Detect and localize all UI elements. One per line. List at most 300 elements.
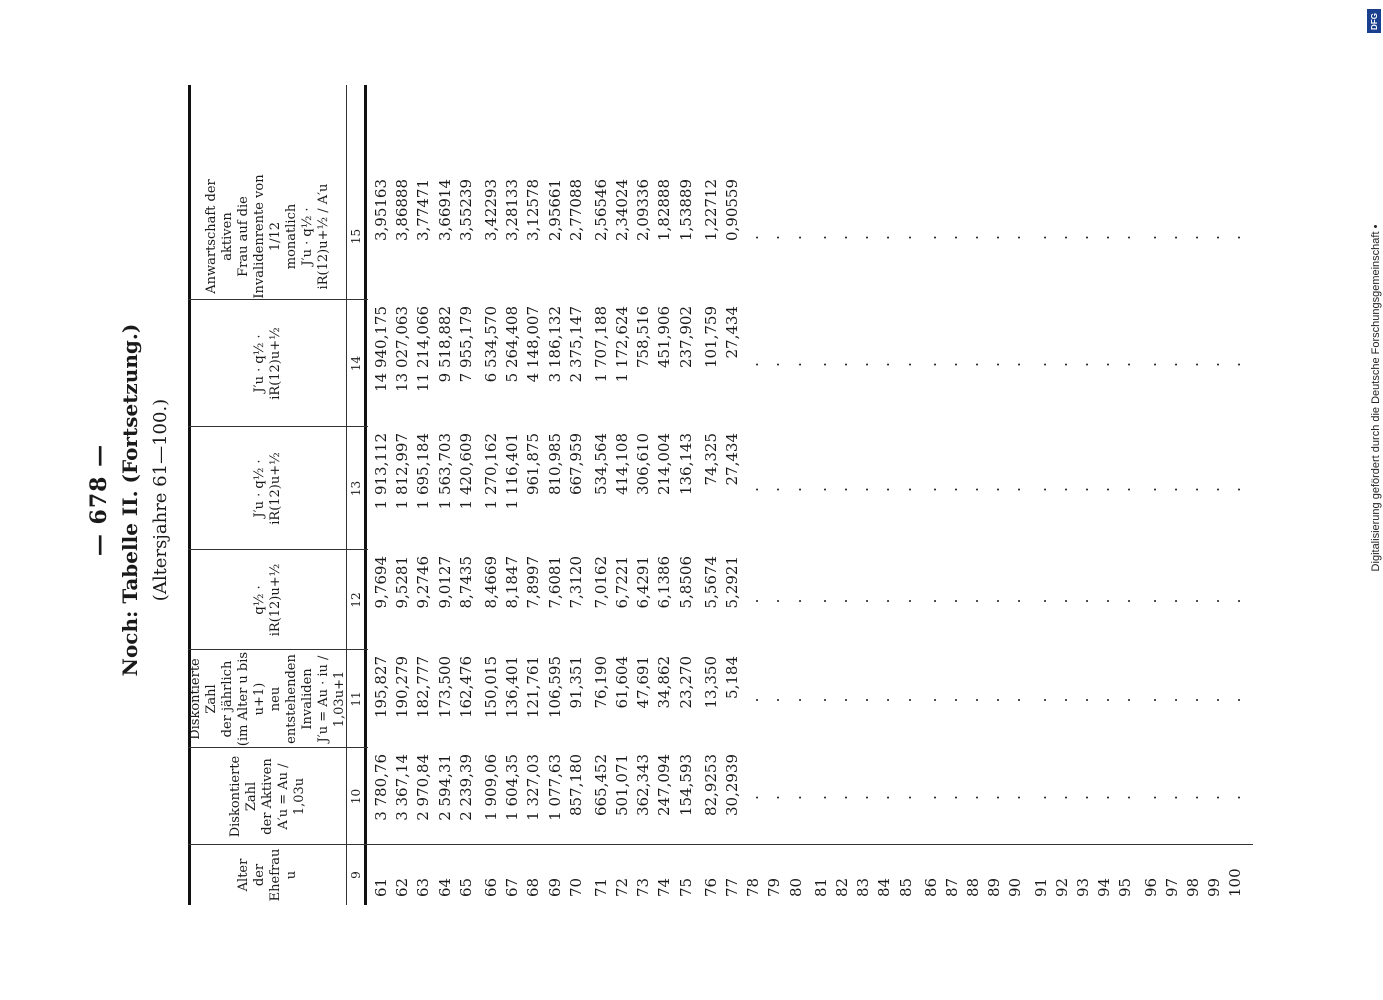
age-cell: 90: [1006, 877, 1025, 897]
empty-cell-dot: .: [744, 233, 763, 240]
value-cell: 121,761: [524, 656, 543, 719]
value-cell: 74,325: [701, 433, 720, 486]
empty-cell-dot: .: [1162, 793, 1181, 800]
empty-cell-dot: .: [985, 793, 1004, 800]
column-header-line: J′u · q½ · iR(12)u+½ / A′u: [300, 183, 331, 290]
table-top-rule: [188, 85, 191, 905]
empty-cell-dot: .: [1095, 793, 1114, 800]
age-cell: 86: [921, 877, 940, 897]
age-cell: 84: [875, 877, 894, 897]
empty-cell-dot: .: [1205, 695, 1224, 703]
empty-cell-dot: .: [1116, 360, 1135, 367]
column-separator: [188, 649, 368, 650]
value-cell: 136,401: [503, 656, 522, 719]
empty-cell-dot: .: [744, 596, 763, 604]
value-cell: 27,434: [723, 306, 741, 359]
column-header-line: der Aktiven: [260, 758, 275, 835]
empty-cell-dot: .: [1162, 360, 1181, 367]
value-cell: 2,09336: [634, 179, 653, 242]
empty-cell-dot: .: [1183, 695, 1202, 703]
value-cell: 2,77088: [566, 179, 585, 242]
value-cell: 7,0162: [591, 556, 610, 609]
empty-cell-dot: .: [1095, 360, 1114, 367]
empty-cell-dot: .: [964, 695, 983, 703]
empty-cell-dot: .: [1162, 233, 1181, 240]
age-cell: 65: [456, 877, 475, 897]
column-header: [192, 550, 344, 650]
column-header-line: (im Alter u bis u+1): [236, 651, 267, 747]
empty-cell-dot: .: [964, 793, 983, 800]
empty-cell-dot: .: [1226, 793, 1245, 800]
empty-cell-dot: .: [1095, 233, 1114, 240]
value-cell: 247,094: [655, 754, 674, 817]
value-cell: 501,071: [613, 754, 632, 817]
value-cell: 4 148,007: [524, 306, 543, 383]
value-cell: 5,184: [723, 656, 741, 699]
column-header-line: Frau auf die: [236, 196, 251, 277]
empty-cell-dot: .: [1095, 596, 1114, 604]
column-header-line: Anwartschaft der aktiven: [204, 179, 235, 294]
empty-cell-dot: .: [1074, 360, 1092, 367]
header-bottom-rule: [364, 85, 367, 905]
column-header-line: J′u = Au · iu / 1,03u+1: [316, 655, 347, 743]
empty-cell-dot: .: [744, 695, 763, 703]
age-cell: 69: [545, 877, 564, 897]
value-cell: 857,180: [566, 754, 585, 817]
empty-cell-dot: .: [896, 233, 915, 240]
empty-cell-dot: .: [1162, 695, 1181, 703]
empty-cell-dot: .: [1031, 695, 1050, 703]
value-cell: 34,862: [655, 656, 674, 709]
empty-cell-dot: .: [1006, 596, 1025, 604]
empty-cell-dot: .: [1205, 233, 1224, 240]
empty-cell-dot: .: [832, 596, 851, 604]
empty-cell-dot: .: [896, 695, 915, 703]
value-cell: 5,5674: [701, 556, 720, 609]
value-cell: 2,56546: [591, 179, 610, 242]
empty-cell-dot: .: [942, 596, 961, 604]
empty-cell-dot: .: [1116, 695, 1135, 703]
empty-cell-dot: .: [811, 485, 830, 492]
value-cell: 182,777: [414, 656, 433, 719]
value-cell: 1 116,401: [503, 433, 522, 510]
empty-cell-dot: .: [1031, 596, 1050, 604]
value-cell: 91,351: [566, 656, 585, 709]
age-cell: 68: [524, 877, 543, 897]
age-cell: 76: [701, 877, 720, 897]
digitization-note: Digitalisierung gefördert durch die Deutsche Forschungsgemeinschaft •: [1370, 224, 1382, 572]
column-header-line: der: [252, 863, 267, 887]
empty-cell-dot: .: [765, 233, 784, 240]
value-cell: 3,86888: [393, 179, 412, 242]
value-cell: 414,108: [613, 433, 632, 496]
value-cell: 665,452: [591, 754, 610, 817]
empty-cell-dot: .: [765, 695, 784, 703]
value-cell: 451,906: [655, 306, 674, 369]
age-cell: 96: [1141, 877, 1160, 897]
column-header-line: u: [284, 870, 299, 880]
empty-cell-dot: .: [896, 485, 915, 492]
value-cell: 30,2939: [723, 754, 741, 817]
value-cell: 27,434: [723, 433, 741, 486]
value-cell: 7,6081: [545, 556, 564, 609]
column-header: [192, 427, 344, 550]
empty-cell-dot: .: [1162, 485, 1181, 492]
age-cell: 83: [854, 877, 873, 897]
value-cell: 8,1847: [503, 556, 522, 609]
column-header: [192, 300, 344, 427]
age-cell: 85: [896, 877, 915, 897]
column-number: 10: [349, 788, 363, 805]
value-cell: 0,90559: [723, 179, 741, 242]
empty-cell-dot: .: [896, 360, 915, 367]
age-cell: 73: [634, 877, 653, 897]
column-body: [371, 550, 1247, 650]
empty-cell-dot: .: [1141, 233, 1160, 240]
value-cell: 3,12578: [524, 179, 543, 242]
value-cell: 306,610: [634, 433, 653, 496]
empty-cell-dot: .: [1052, 596, 1071, 604]
empty-cell-dot: .: [1116, 485, 1135, 492]
empty-cell-dot: .: [765, 360, 784, 367]
empty-cell-dot: .: [1116, 793, 1135, 800]
empty-cell-dot: .: [1074, 695, 1092, 703]
value-cell: 2 970,84: [414, 754, 433, 821]
value-cell: 9,7694: [372, 556, 390, 609]
empty-cell-dot: .: [1006, 695, 1025, 703]
column-number: 14: [349, 355, 363, 372]
value-cell: 2 375,147: [566, 306, 585, 383]
column-number: 9: [349, 871, 363, 879]
value-cell: 11 214,066: [414, 306, 433, 392]
value-cell: 3 780,76: [372, 754, 390, 821]
age-cell: 72: [613, 877, 632, 897]
value-cell: 2,95661: [545, 179, 564, 242]
empty-cell-dot: .: [921, 485, 940, 492]
value-cell: 3,77471: [414, 179, 433, 242]
empty-cell-dot: .: [744, 793, 763, 800]
age-cell: 99: [1205, 877, 1224, 897]
column-separator: [188, 549, 368, 550]
column-header-line: Alter: [236, 858, 251, 892]
age-cell: 75: [676, 877, 695, 897]
value-cell: 8,4669: [481, 556, 500, 609]
empty-cell-dot: .: [786, 233, 805, 240]
header-rule: [346, 85, 347, 905]
empty-cell-dot: .: [1052, 695, 1071, 703]
empty-cell-dot: .: [1183, 596, 1202, 604]
empty-cell-dot: .: [1074, 485, 1092, 492]
empty-cell-dot: .: [1183, 793, 1202, 800]
value-cell: 9,0127: [435, 556, 454, 609]
empty-cell-dot: .: [1031, 233, 1050, 240]
empty-cell-dot: .: [942, 793, 961, 800]
value-cell: 6 534,570: [481, 306, 500, 383]
column-body: [371, 748, 1247, 845]
empty-cell-dot: .: [1116, 596, 1135, 604]
empty-cell-dot: .: [832, 360, 851, 367]
empty-cell-dot: .: [964, 596, 983, 604]
age-cell: 74: [655, 877, 674, 897]
empty-cell-dot: .: [1162, 596, 1181, 604]
table-subtitle: (Altersjahre 61—100.): [150, 398, 171, 602]
age-cell: 66: [481, 877, 500, 897]
column-number: 15: [349, 228, 363, 245]
value-cell: 9 518,882: [435, 306, 454, 383]
empty-cell-dot: .: [1031, 485, 1050, 492]
empty-cell-dot: .: [896, 793, 915, 800]
column-separator: [188, 844, 1253, 845]
column-header-line: Invaliden: [300, 668, 315, 730]
value-cell: 154,593: [676, 754, 695, 817]
empty-cell-dot: .: [985, 360, 1004, 367]
column-header-line: J′u · q½ · iR(12)u+½: [252, 452, 283, 525]
column-header-line: Ehefrau: [268, 848, 283, 902]
age-cell: 87: [942, 877, 961, 897]
value-cell: 667,959: [566, 433, 585, 496]
value-cell: 2 239,39: [456, 754, 475, 821]
column-separator: [188, 747, 368, 748]
column-body: [371, 300, 1247, 427]
value-cell: 3,95163: [372, 179, 390, 242]
value-cell: 5,2921: [723, 556, 741, 609]
empty-cell-dot: .: [921, 695, 940, 703]
value-cell: 1 077,63: [545, 754, 564, 821]
page-number: — 678 —: [86, 443, 112, 557]
empty-cell-dot: .: [875, 233, 894, 240]
age-cell: 67: [503, 877, 522, 897]
value-cell: 106,595: [545, 656, 564, 719]
value-cell: 5,8506: [676, 556, 695, 609]
empty-cell-dot: .: [765, 793, 784, 800]
value-cell: 2 594,31: [435, 754, 454, 821]
empty-cell-dot: .: [1226, 360, 1245, 367]
empty-cell-dot: .: [811, 793, 830, 800]
empty-cell-dot: .: [896, 596, 915, 604]
age-cell: 95: [1116, 877, 1135, 897]
empty-cell-dot: .: [786, 793, 805, 800]
age-cell: 64: [435, 877, 454, 897]
column-header-line: Diskontierte: [228, 755, 243, 838]
column-body: [371, 845, 1247, 905]
empty-cell-dot: .: [942, 695, 961, 703]
value-cell: 13 027,063: [393, 306, 412, 392]
empty-cell-dot: .: [1226, 233, 1245, 240]
value-cell: 136,143: [676, 433, 695, 496]
empty-cell-dot: .: [1052, 360, 1071, 367]
value-cell: 214,004: [655, 433, 674, 496]
empty-cell-dot: .: [832, 793, 851, 800]
empty-cell-dot: .: [1031, 360, 1050, 367]
column-header-line: Diskontierte Zahl: [188, 658, 219, 740]
age-cell: 61: [372, 877, 390, 897]
empty-cell-dot: .: [1205, 596, 1224, 604]
age-cell: 82: [832, 877, 851, 897]
value-cell: 1 604,35: [503, 754, 522, 821]
column-header-line: der jährlich: [220, 660, 235, 738]
empty-cell-dot: .: [985, 596, 1004, 604]
table-title: Noch: Tabelle II. (Fortsetzung.): [118, 323, 142, 677]
empty-cell-dot: .: [811, 360, 830, 367]
empty-cell-dot: .: [1031, 793, 1050, 800]
empty-cell-dot: .: [786, 596, 805, 604]
value-cell: 961,875: [524, 433, 543, 496]
column-header: [188, 650, 347, 748]
empty-cell-dot: .: [985, 233, 1004, 240]
value-cell: 810,985: [545, 433, 564, 496]
empty-cell-dot: .: [854, 485, 873, 492]
value-cell: 9,5281: [393, 556, 412, 609]
age-cell: 78: [744, 877, 763, 897]
age-cell: 62: [393, 877, 412, 897]
value-cell: 195,827: [372, 656, 390, 719]
empty-cell-dot: .: [854, 233, 873, 240]
empty-cell-dot: .: [1205, 360, 1224, 367]
empty-cell-dot: .: [854, 793, 873, 800]
empty-cell-dot: .: [1141, 596, 1160, 604]
value-cell: 1 707,188: [591, 306, 610, 383]
empty-cell-dot: .: [1116, 233, 1135, 240]
value-cell: 3,66914: [435, 179, 454, 242]
empty-cell-dot: .: [1141, 695, 1160, 703]
age-cell: 89: [985, 877, 1004, 897]
age-cell: 63: [414, 877, 433, 897]
empty-cell-dot: .: [1074, 596, 1092, 604]
value-cell: 1 420,609: [456, 433, 475, 510]
column-body: [371, 650, 1247, 748]
value-cell: 7,8997: [524, 556, 543, 609]
dfg-logo: DFG: [1367, 9, 1381, 33]
column-header: [192, 845, 344, 905]
empty-cell-dot: .: [765, 596, 784, 604]
age-cell: 77: [723, 877, 741, 897]
empty-cell-dot: .: [1141, 360, 1160, 367]
empty-cell-dot: .: [942, 485, 961, 492]
empty-cell-dot: .: [811, 233, 830, 240]
age-cell: 93: [1074, 877, 1092, 897]
age-cell: 100: [1226, 868, 1245, 897]
empty-cell-dot: .: [1205, 793, 1224, 800]
value-cell: 173,500: [435, 656, 454, 719]
value-cell: 23,270: [676, 656, 695, 709]
empty-cell-dot: .: [1141, 793, 1160, 800]
empty-cell-dot: .: [942, 233, 961, 240]
age-cell: 80: [786, 877, 805, 897]
empty-cell-dot: .: [875, 596, 894, 604]
age-cell: 70: [566, 877, 585, 897]
empty-cell-dot: .: [1006, 485, 1025, 492]
value-cell: 3,28133: [503, 179, 522, 242]
age-cell: 94: [1095, 877, 1114, 897]
column-header-line: q½ · iR(12)u+½: [252, 563, 283, 637]
empty-cell-dot: .: [985, 485, 1004, 492]
age-cell: 79: [765, 877, 784, 897]
empty-cell-dot: .: [964, 233, 983, 240]
empty-cell-dot: .: [832, 485, 851, 492]
empty-cell-dot: .: [964, 485, 983, 492]
empty-cell-dot: .: [964, 360, 983, 367]
value-cell: 3 367,14: [393, 754, 412, 821]
age-cell: 97: [1162, 877, 1181, 897]
empty-cell-dot: .: [832, 233, 851, 240]
column-header-line: J′u · q½ · iR(12)u+½: [252, 327, 283, 400]
value-cell: 1 172,624: [613, 306, 632, 383]
empty-cell-dot: .: [875, 695, 894, 703]
value-cell: 9,2746: [414, 556, 433, 609]
column-header-line: monatlich: [284, 203, 299, 270]
value-cell: 47,691: [634, 656, 653, 709]
value-cell: 1 913,112: [372, 433, 390, 510]
column-separator: [188, 426, 368, 427]
age-cell: 91: [1031, 877, 1050, 897]
empty-cell-dot: .: [942, 360, 961, 367]
empty-cell-dot: .: [1074, 793, 1092, 800]
value-cell: 6,4291: [634, 556, 653, 609]
side-margin: [1368, 8, 1383, 998]
value-cell: 3 186,132: [545, 306, 564, 383]
data-table: [188, 85, 1253, 905]
empty-cell-dot: .: [1095, 485, 1114, 492]
empty-cell-dot: .: [1006, 793, 1025, 800]
column-number: 11: [349, 691, 363, 707]
column-body: [371, 427, 1247, 550]
value-cell: 8,7435: [456, 556, 475, 609]
column-body: [371, 173, 1247, 300]
empty-cell-dot: .: [786, 695, 805, 703]
empty-cell-dot: .: [1226, 596, 1245, 604]
column-header: [192, 173, 344, 300]
value-cell: 3,55239: [456, 179, 475, 242]
age-cell: 98: [1183, 877, 1202, 897]
empty-cell-dot: .: [1226, 695, 1245, 703]
empty-cell-dot: .: [1095, 695, 1114, 703]
value-cell: 1,53889: [676, 179, 695, 242]
value-cell: 7 955,179: [456, 306, 475, 383]
age-cell: 71: [591, 877, 610, 897]
value-cell: 1 563,703: [435, 433, 454, 510]
empty-cell-dot: .: [854, 596, 873, 604]
value-cell: 6,7221: [613, 556, 632, 609]
empty-cell-dot: .: [744, 360, 763, 367]
empty-cell-dot: .: [921, 793, 940, 800]
value-cell: 82,9253: [701, 754, 720, 817]
value-cell: 61,604: [613, 656, 632, 709]
value-cell: 13,350: [701, 656, 720, 709]
column-separator: [188, 299, 368, 300]
value-cell: 237,902: [676, 306, 695, 369]
value-cell: 150,015: [481, 656, 500, 719]
empty-cell-dot: .: [1052, 233, 1071, 240]
empty-cell-dot: .: [854, 695, 873, 703]
value-cell: 1,22712: [701, 179, 720, 242]
empty-cell-dot: .: [832, 695, 851, 703]
value-cell: 1 909,06: [481, 754, 500, 821]
empty-cell-dot: .: [811, 596, 830, 604]
empty-cell-dot: .: [1074, 233, 1092, 240]
empty-cell-dot: .: [921, 360, 940, 367]
empty-cell-dot: .: [811, 695, 830, 703]
empty-cell-dot: .: [875, 360, 894, 367]
value-cell: 7,3120: [566, 556, 585, 609]
empty-cell-dot: .: [875, 793, 894, 800]
value-cell: 5 264,408: [503, 306, 522, 383]
empty-cell-dot: .: [985, 695, 1004, 703]
empty-cell-dot: .: [1141, 485, 1160, 492]
value-cell: 534,564: [591, 433, 610, 496]
empty-cell-dot: .: [1052, 793, 1071, 800]
empty-cell-dot: .: [1183, 360, 1202, 367]
age-cell: 92: [1052, 877, 1071, 897]
